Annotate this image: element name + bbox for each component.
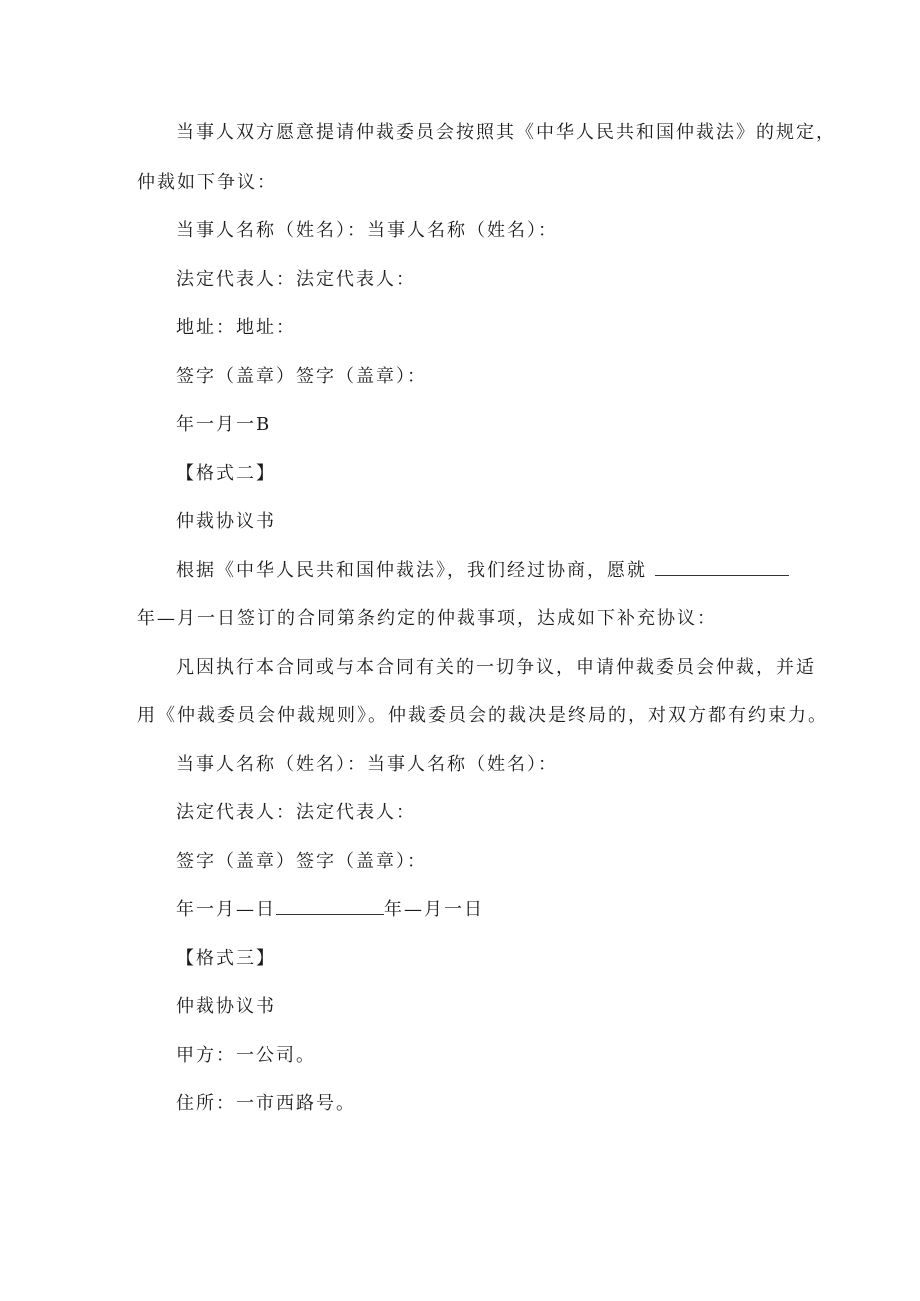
legal-rep-line-2: 法定代表人：法定代表人： [176,802,416,823]
section-heading-format-2: 【格式二】 [176,463,276,484]
date-line-2 [176,898,484,922]
address-line: 地址：地址： [176,317,296,338]
date-right: 年—月一日 [384,899,484,920]
paragraph-intro-line1: 当事人双方愿意提请仲裁委员会按照其《中华人民共和国仲裁法》的规定， [176,122,836,143]
fill-blank [276,914,384,915]
dispute-clause-line2: 用《仲裁委员会仲裁规则》。仲裁委员会的裁决是终局的，对双方都有约束力。 [137,705,828,726]
date-line: 年一月一B [176,414,272,435]
signature-line-2: 签字（盖章）签字（盖章）： [176,851,427,872]
party-name-line-2: 当事人名称（姓名）：当事人名称（姓名）： [176,754,558,775]
doc-title-format-2: 仲裁协议书 [176,511,276,532]
signature-line: 签字（盖章）签字（盖章）： [176,366,427,387]
party-a-line: 甲方：一公司。 [176,1045,316,1066]
agreement-basis-text: 根据《中华人民共和国仲裁法》，我们经过协商，愿就 [176,560,647,581]
party-name-line: 当事人名称（姓名）：当事人名称（姓名）： [176,220,558,241]
date-left: 年一月—日 [176,899,276,920]
section-heading-format-3: 【格式三】 [176,948,276,969]
contract-date-line: 年—月一日签订的合同第条约定的仲裁事项，达成如下补充协议： [137,608,717,629]
paragraph-intro-line2: 仲裁如下争议： [137,172,277,193]
dispute-clause-line1: 凡因执行本合同或与本合同有关的一切争议，申请仲裁委员会仲裁，并适 [176,657,816,678]
legal-rep-line: 法定代表人：法定代表人： [176,269,416,290]
residence-line: 住所：一市西路号。 [176,1093,356,1114]
doc-title-format-3: 仲裁协议书 [176,996,276,1017]
agreement-basis-line [176,559,789,583]
fill-blank [655,575,789,576]
